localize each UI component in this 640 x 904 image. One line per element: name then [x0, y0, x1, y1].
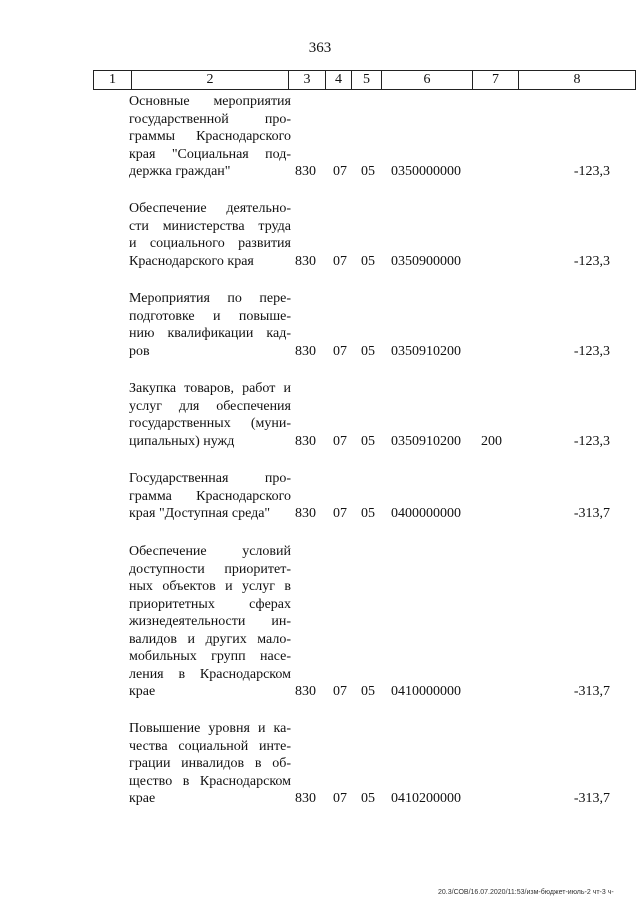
cell-pr: 05: [361, 164, 375, 179]
cell-sum: -123,3: [573, 343, 610, 359]
cell-pr: 05: [361, 684, 375, 699]
cell-rz: 07: [333, 343, 347, 359]
column-header-2: 2: [132, 71, 289, 90]
cell-rz: 07: [333, 506, 347, 521]
cell-pr: 05: [361, 506, 375, 521]
cell-ved: 830: [295, 343, 316, 359]
cell-vr: 200: [481, 433, 502, 449]
row-name-line: государственной про-: [129, 111, 291, 127]
row-name: [129, 720, 291, 808]
column-header-7: 7: [473, 71, 519, 90]
row-name-line: услуг для обеспечения: [129, 398, 291, 414]
row-name-line: подготовке и повыше-: [129, 308, 291, 324]
cell-rz: 07: [333, 791, 347, 806]
row-name-line: крае: [129, 684, 156, 699]
row-name-line: сти министерства труда: [129, 218, 291, 234]
row-name-line: грамма Краснодарского: [129, 488, 291, 504]
row-name-line: крае: [129, 791, 156, 806]
cell-sum: -313,7: [573, 684, 610, 699]
row-name-line: Повышение уровня и ка-: [129, 721, 291, 736]
cell-ved: 830: [295, 253, 316, 269]
cell-sum: -123,3: [573, 433, 610, 449]
row-name-line: держка граждан": [129, 164, 231, 179]
row-name-line: Основные мероприятия: [129, 94, 291, 109]
page-number: 363: [308, 40, 332, 56]
row-name-line: ров: [129, 343, 150, 359]
cell-rz: 07: [333, 684, 347, 699]
row-name-line: чества социальной инте-: [129, 738, 291, 754]
cell-sum: -123,3: [573, 164, 610, 179]
row-name-line: приоритетных сферах: [129, 596, 291, 612]
row-name: [129, 93, 291, 181]
cell-csr: 0400000000: [391, 506, 461, 521]
row-name-line: и социального развития: [129, 236, 291, 251]
cell-ved: 830: [295, 506, 316, 521]
row-name: [129, 470, 291, 523]
column-header-table: [93, 70, 636, 90]
row-name: [129, 380, 291, 450]
cell-ved: 830: [295, 791, 316, 806]
column-header-3: 3: [289, 71, 326, 90]
column-header-4: 4: [326, 71, 352, 90]
row-name-line: Закупка товаров, работ и: [129, 381, 291, 396]
row-name-line: Мероприятия по пере-: [129, 291, 291, 306]
row-name: [129, 543, 291, 701]
cell-rz: 07: [333, 253, 347, 269]
row-name-line: края "Доступная среда": [129, 506, 271, 521]
row-name-line: Краснодарского края: [129, 253, 254, 269]
row-name-line: доступности приоритет-: [129, 561, 291, 577]
cell-rz: 07: [333, 164, 347, 179]
row-name-line: ципальных) нужд: [129, 433, 235, 449]
row-name-line: Обеспечение условий: [129, 544, 291, 559]
row-name-line: жизнедеятельности ин-: [129, 614, 291, 629]
cell-csr: 0410000000: [391, 684, 461, 699]
cell-csr: 0410200000: [391, 791, 461, 806]
cell-pr: 05: [361, 343, 375, 359]
row-name-line: нию квалификации кад-: [129, 326, 291, 341]
cell-rz: 07: [333, 433, 347, 449]
cell-csr: 0350900000: [391, 253, 461, 269]
row-name-line: ления в Краснодарском: [129, 666, 291, 682]
row-name-line: грации инвалидов в об-: [129, 756, 291, 771]
cell-ved: 830: [295, 684, 316, 699]
row-name-line: Государственная про-: [129, 471, 291, 486]
cell-sum: -313,7: [573, 791, 610, 806]
column-header-6: 6: [382, 71, 473, 90]
cell-ved: 830: [295, 164, 316, 179]
row-name: [129, 200, 291, 270]
row-name-line: валидов и других мало-: [129, 631, 291, 647]
column-header-8: 8: [519, 71, 636, 90]
column-header-1: 1: [94, 71, 132, 90]
cell-sum: -123,3: [573, 253, 610, 269]
cell-pr: 05: [361, 253, 375, 269]
row-name-line: ных объектов и услуг в: [129, 579, 291, 594]
row-name: [129, 290, 291, 360]
row-name-line: Обеспечение деятельно-: [129, 201, 291, 216]
cell-pr: 05: [361, 791, 375, 806]
row-name-line: края "Социальная под-: [129, 146, 291, 162]
cell-csr: 0350000000: [391, 164, 461, 179]
row-name-line: государственных (муни-: [129, 416, 291, 431]
cell-ved: 830: [295, 433, 316, 449]
document-stamp: 20.3/СОВ/16.07.2020/11:53/изм-бюджет-июль-2 чт-3 ч-: [438, 889, 614, 896]
row-name-line: граммы Краснодарского: [129, 129, 291, 144]
column-header-5: 5: [352, 71, 382, 90]
row-name-line: мобильных групп насе-: [129, 649, 291, 664]
row-name-line: щество в Краснодарском: [129, 773, 291, 789]
cell-csr: 0350910200: [391, 343, 461, 359]
cell-pr: 05: [361, 433, 375, 449]
cell-csr: 0350910200: [391, 433, 461, 449]
cell-sum: -313,7: [573, 506, 610, 521]
column-header-row: [94, 71, 636, 90]
